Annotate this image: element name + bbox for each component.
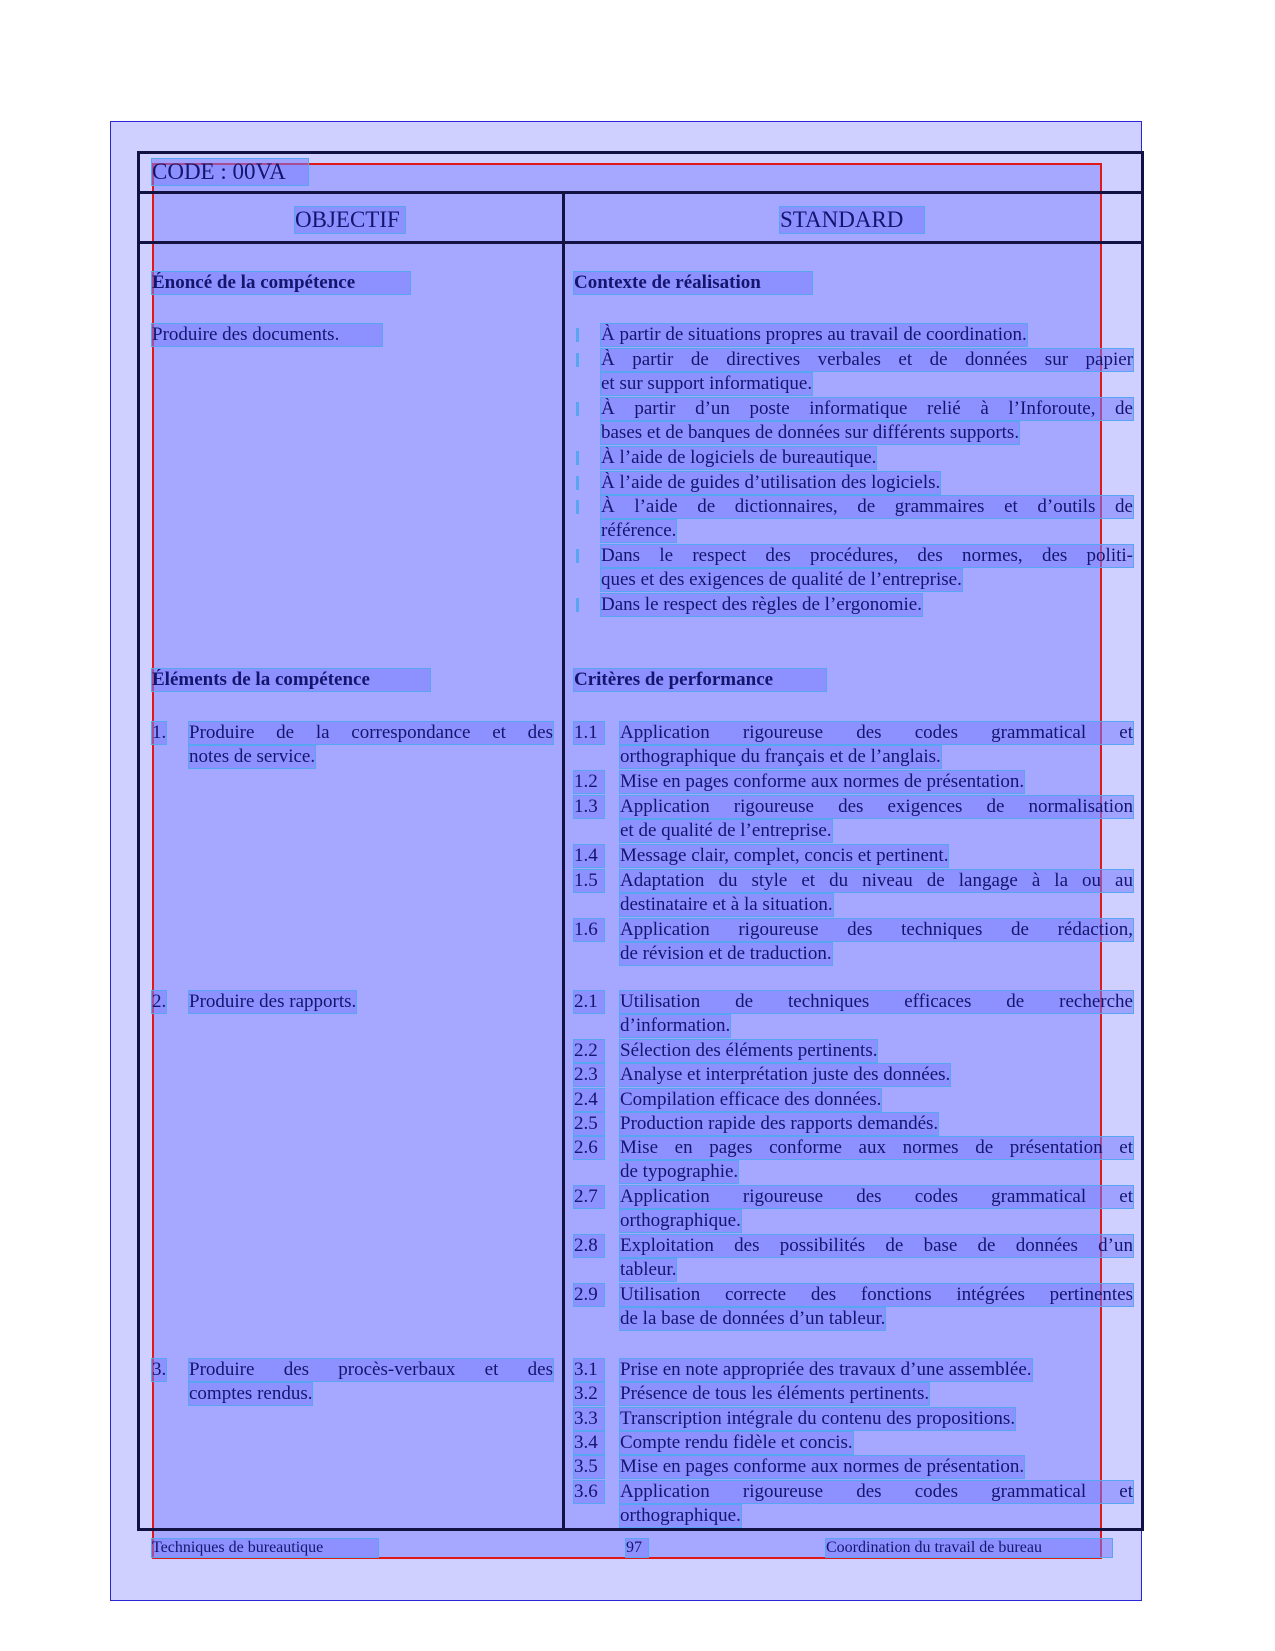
contexte-bullet xyxy=(576,402,579,416)
critere-number: 1.3 xyxy=(574,796,604,818)
contexte-item-continuation: et sur support informatique. xyxy=(601,373,813,394)
critere-text: Transcription intégrale du contenu des propositions. xyxy=(620,1408,1016,1429)
critere-text: Mise en pages conforme aux normes de présentation. xyxy=(620,771,1025,792)
critere-text: Application rigoureuse des codes grammatical et xyxy=(620,1186,1133,1207)
footer-page-number: 97 xyxy=(626,1539,648,1557)
critere-text: Exploitation des possibilités de base de données d’un xyxy=(620,1235,1133,1256)
critere-text: Compilation efficace des données. xyxy=(620,1089,882,1110)
critere-number: 1.1 xyxy=(574,722,604,744)
critere-number: 2.9 xyxy=(574,1284,604,1306)
critere-number: 2.6 xyxy=(574,1137,604,1159)
critere-number: 3.1 xyxy=(574,1359,604,1381)
critere-text-continuation: tableur. xyxy=(620,1259,677,1280)
header-row-divider xyxy=(137,241,1144,244)
critere-text-continuation: de typographie. xyxy=(620,1161,739,1182)
elements-title: Éléments de la compétence xyxy=(152,669,430,691)
critere-text: Prise en note appropriée des travaux d’une assemblée. xyxy=(620,1359,1032,1380)
critere-text: Adaptation du style et du niveau de langage à la ou au xyxy=(620,870,1133,891)
critere-text: Mise en pages conforme aux normes de présentation et xyxy=(620,1137,1133,1158)
contexte-item-line: À l’aide de dictionnaires, de grammaires et d’outils de xyxy=(601,496,1133,517)
criteres-title: Critères de performance xyxy=(574,669,826,691)
contexte-item-line: Dans le respect des règles de l’ergonomie. xyxy=(601,594,922,615)
contexte-item-continuation: référence. xyxy=(601,520,677,541)
element-text: Produire des procès-verbaux et des xyxy=(189,1359,553,1380)
critere-text: Production rapide des rapports demandés. xyxy=(620,1113,939,1134)
element-number: 2. xyxy=(152,991,167,1012)
element-text-continuation: comptes rendus. xyxy=(189,1383,313,1404)
critere-number: 2.1 xyxy=(574,991,604,1013)
critere-text-continuation: orthographique. xyxy=(620,1210,741,1231)
critere-text-continuation: destinataire et à la situation. xyxy=(620,894,833,915)
critere-number: 3.3 xyxy=(574,1408,604,1430)
footer-program: Techniques de bureautique xyxy=(152,1539,378,1557)
contexte-item-line: À partir de situations propres au travail de coordination. xyxy=(601,324,1027,345)
contexte-bullet xyxy=(576,451,579,465)
critere-number: 2.2 xyxy=(574,1040,604,1062)
contexte-item-line: À l’aide de logiciels de bureautique. xyxy=(601,447,877,468)
critere-text: Sélection des éléments pertinents. xyxy=(620,1040,878,1061)
header-standard: STANDARD xyxy=(780,207,924,233)
critere-text: Présence de tous les éléments pertinents. xyxy=(620,1383,930,1404)
contexte-item-line: Dans le respect des procédures, des normes, des politi- xyxy=(601,545,1133,566)
critere-number: 2.7 xyxy=(574,1186,604,1208)
critere-text: Application rigoureuse des techniques de rédaction, xyxy=(620,919,1133,940)
element-number: 3. xyxy=(152,1359,167,1380)
critere-text: Application rigoureuse des codes grammatical et xyxy=(620,1481,1133,1502)
contexte-item-line: À l’aide de guides d’utilisation des logiciels. xyxy=(601,472,941,493)
contexte-item-line: À partir d’un poste informatique relié à l’Inforoute, de xyxy=(601,398,1133,419)
critere-number: 2.3 xyxy=(574,1064,604,1086)
code-label: CODE : 00VA xyxy=(152,159,308,185)
critere-number: 3.2 xyxy=(574,1383,604,1405)
contexte-bullet xyxy=(576,353,579,367)
contexte-item-continuation: bases et de banques de données sur différents supports. xyxy=(601,422,1020,443)
critere-number: 2.5 xyxy=(574,1113,604,1135)
contexte-title: Contexte de réalisation xyxy=(574,272,812,294)
enonce-text: Produire des documents. xyxy=(152,324,382,346)
element-text: Produire de la correspondance et des xyxy=(189,722,553,743)
critere-text-continuation: orthographique. xyxy=(620,1505,741,1526)
critere-text: Mise en pages conforme aux normes de présentation. xyxy=(620,1456,1025,1477)
critere-text-continuation: et de qualité de l’entreprise. xyxy=(620,820,832,841)
element-text: Produire des rapports. xyxy=(189,991,357,1012)
critere-text-continuation: de révision et de traduction. xyxy=(620,943,832,964)
critere-number: 3.4 xyxy=(574,1432,604,1454)
contexte-bullet xyxy=(576,598,579,612)
critere-text: Message clair, complet, concis et pertinent. xyxy=(620,845,949,866)
critere-text-continuation: orthographique du français et de l’anglais. xyxy=(620,746,941,767)
contexte-bullet xyxy=(576,328,579,342)
critere-number: 2.8 xyxy=(574,1235,604,1257)
element-number: 1. xyxy=(152,722,167,743)
contexte-bullet xyxy=(576,500,579,514)
critere-number: 3.5 xyxy=(574,1456,604,1478)
header-objectif: OBJECTIF xyxy=(295,207,405,233)
code-row-divider xyxy=(137,191,1144,194)
critere-number: 1.5 xyxy=(574,870,604,892)
critere-number: 1.2 xyxy=(574,771,604,793)
critere-number: 1.4 xyxy=(574,845,604,867)
contexte-bullet xyxy=(576,476,579,490)
element-text-continuation: notes de service. xyxy=(189,746,316,767)
column-divider xyxy=(562,191,565,1531)
contexte-item-line: À partir de directives verbales et de données sur papier xyxy=(601,349,1133,370)
critere-text-continuation: d’information. xyxy=(620,1015,731,1036)
critere-text: Analyse et interprétation juste des données. xyxy=(620,1064,951,1085)
footer-section: Coordination du travail de bureau xyxy=(826,1539,1112,1557)
critere-text: Utilisation correcte des fonctions intégrées pertinentes xyxy=(620,1284,1133,1305)
contexte-item-continuation: ques et des exigences de qualité de l’entreprise. xyxy=(601,569,962,590)
critere-text: Application rigoureuse des codes grammatical et xyxy=(620,722,1133,743)
critere-text: Application rigoureuse des exigences de normalisation xyxy=(620,796,1133,817)
critere-number: 2.4 xyxy=(574,1089,604,1111)
enonce-title: Énoncé de la compétence xyxy=(152,272,410,294)
critere-number: 1.6 xyxy=(574,919,604,941)
critere-text: Compte rendu fidèle et concis. xyxy=(620,1432,853,1453)
critere-text: Utilisation de techniques efficaces de recherche xyxy=(620,991,1133,1012)
critere-text-continuation: de la base de données d’un tableur. xyxy=(620,1308,886,1329)
contexte-bullet xyxy=(576,549,579,563)
critere-number: 3.6 xyxy=(574,1481,604,1503)
